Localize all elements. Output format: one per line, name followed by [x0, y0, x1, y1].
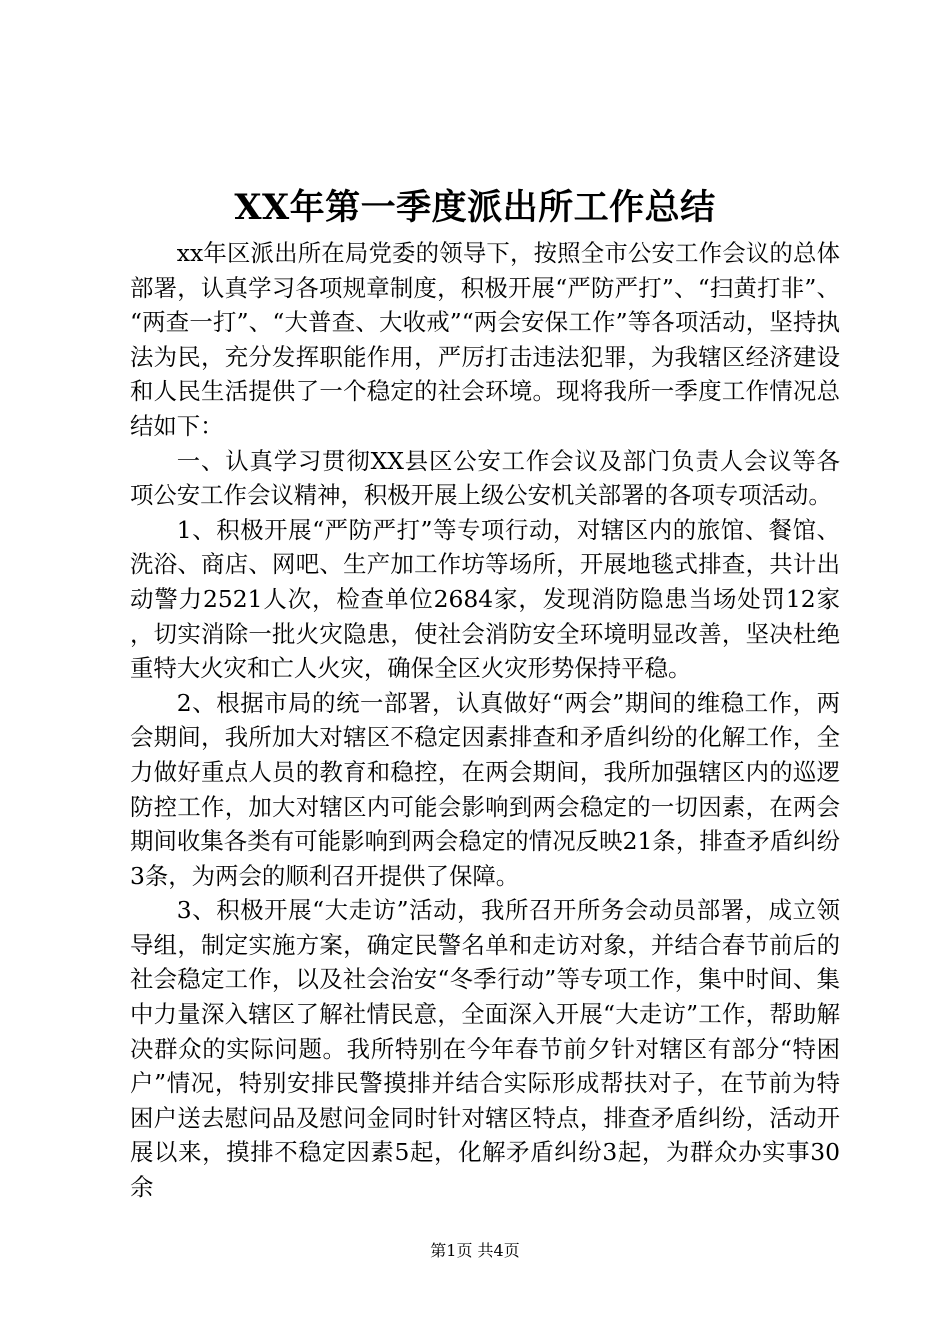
document-title: XX年第一季度派出所工作总结 [234, 187, 716, 228]
paragraph-intro: xx年区派出所在局党委的领导下，按照全市公安工作会议的总体部署，认真学习各项规章制度，积极开展“严防严打”、“扫黄打非”、“两查一打”、“大普查、大收戒”“两会安保工作”等各项活动，坚持执法为民，充分发挥职能作用，严厉打击违法犯罪，为我辖区经济建设和人民生活提供了一个稳定的社会环境。现将我所一季度工作情况总结如下： [130, 239, 840, 440]
paragraph-item-1: 1、积极开展“严防严打”等专项行动，对辖区内的旅馆、餐馆、洗浴、商店、网吧、生产加工作坊等场所，开展地毯式排查，共计出动警力2521人次，检查单位2684家，发现消防隐患当场处罚12家，切实消除一批火灾隐患，使社会消防安全环境明显改善，坚决杜绝重特大火灾和亡人火灾，确保全区火灾形势保持平稳。 [130, 515, 840, 683]
document-body [130, 236, 840, 1205]
page-footer: 第1页 共4页 [430, 1241, 520, 1260]
paragraph-item-2: 2、根据市局的统一部署，认真做好“两会”期间的维稳工作，两会期间，我所加大对辖区不稳定因素排查和矛盾纠纷的化解工作，全力做好重点人员的教育和稳控，在两会期间，我所加强辖区内的巡逻防控工作，加大对辖区内可能会影响到两会稳定的一切因素，在两会期间收集各类有可能影响到两会稳定的情况反映21条，排查矛盾纠纷3条，为两会的顺利召开提供了保障。 [130, 688, 840, 890]
paragraph-item-3: 3、积极开展“大走访”活动，我所召开所务会动员部署，成立领导组，制定实施方案，确定民警名单和走访对象，并结合春节前后的社会稳定工作，以及社会治安“冬季行动”等专项工作，集中时间、集中力量深入辖区了解社情民意，全面深入开展“大走访”工作，帮助解决群众的实际问题。我所特别在今年春节前夕针对辖区有部分“特困户”情况，特别安排民警摸排并结合实际形成帮扶对子，在节前为特困户送去慰问品及慰问金同时针对辖区特点，排查矛盾纠纷，活动开展以来，摸排不稳定因素5起，化解矛盾纠纷3起，为群众办实事30余 [130, 896, 840, 1202]
paragraph-section-1: 一、认真学习贯彻XX县区公安工作会议及部门负责人会议等各项公安工作会议精神，积极开展上级公安机关部署的各项专项活动。 [130, 446, 840, 510]
